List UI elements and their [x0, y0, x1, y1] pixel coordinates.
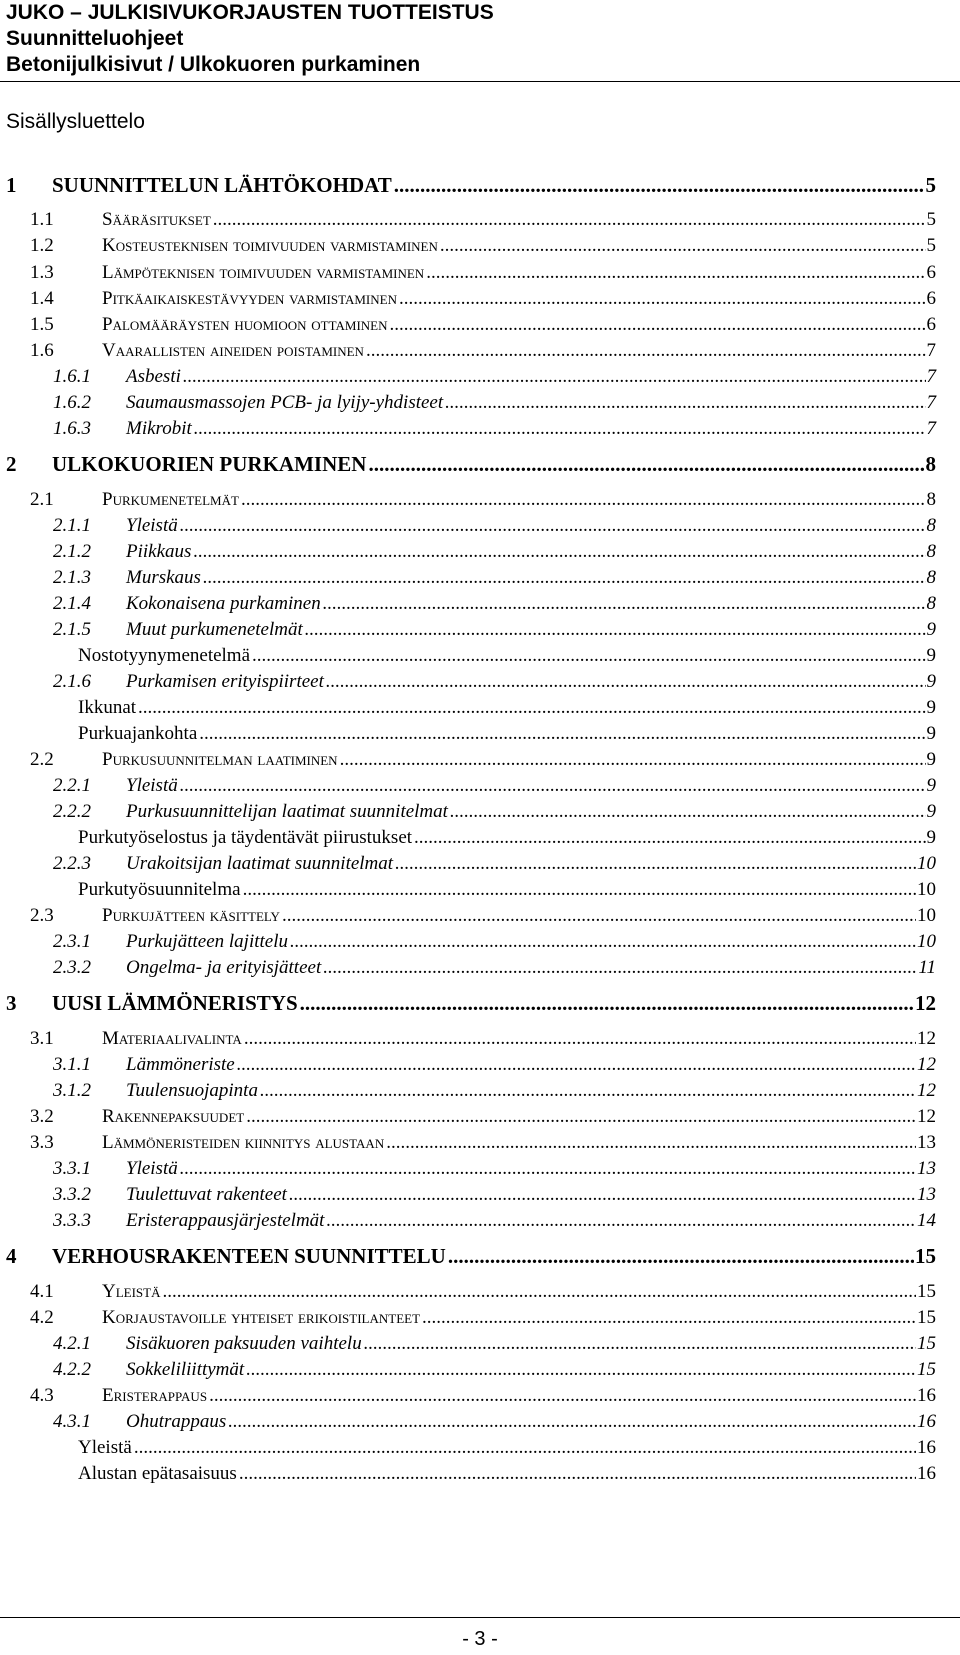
toc-entry-number: 3.1.1	[53, 1054, 91, 1075]
toc-dot-leader	[134, 1434, 916, 1461]
toc-entry-number: 3.2	[30, 1106, 54, 1127]
toc-entry[interactable]	[0, 668, 960, 695]
toc-entry[interactable]	[0, 337, 960, 364]
toc-dot-leader	[228, 1408, 916, 1435]
toc-entry-title: Piikkaus	[126, 541, 192, 562]
toc-entry[interactable]	[0, 720, 960, 747]
toc-entry-page: 12	[917, 1028, 936, 1049]
toc-entry-number: 4.3.1	[53, 1411, 91, 1432]
toc-entry-number: 1.4	[30, 288, 54, 309]
toc-entry-page: 13	[917, 1184, 936, 1205]
toc-entry-title: Materiaalivalinta	[102, 1028, 242, 1049]
toc-entry-page: 8	[926, 567, 936, 588]
toc-entry-title: Kosteusteknisen toimivuuden varmistaminen	[102, 235, 438, 256]
toc-entry-title: Korjaustavoille yhteiset erikoistilanteet	[102, 1307, 421, 1328]
toc-entry-title: Kokonaisena purkaminen	[126, 593, 321, 614]
toc-entry-title: Sääräsitukset	[102, 209, 211, 230]
toc-dot-leader	[203, 564, 926, 591]
toc-entry[interactable]	[0, 1278, 960, 1305]
toc-entry[interactable]	[0, 285, 960, 312]
toc-entry[interactable]	[0, 232, 960, 259]
toc-entry-number: 4.3	[30, 1385, 54, 1406]
toc-entry[interactable]	[0, 642, 960, 669]
toc-dot-leader	[366, 337, 926, 364]
toc-dot-leader	[386, 1129, 916, 1156]
toc-entry-page: 15	[917, 1333, 936, 1354]
toc-entry-number: 3.1.2	[53, 1080, 91, 1101]
toc-dot-leader	[244, 1025, 916, 1052]
toc-entry-page: 16	[917, 1385, 936, 1406]
toc-entry-page: 12	[915, 991, 936, 1015]
toc-entry[interactable]	[0, 1207, 960, 1234]
toc-entry-title: Lämmöneristeiden kiinnitys alustaan	[102, 1132, 385, 1153]
toc-dot-leader	[237, 1051, 916, 1078]
toc-entry-page: 6	[926, 262, 936, 283]
toc-entry-page: 8	[925, 452, 936, 476]
toc-dot-leader	[399, 285, 926, 312]
toc-dot-leader	[448, 1243, 914, 1270]
toc-entry[interactable]	[0, 451, 960, 478]
toc-entry[interactable]	[0, 564, 960, 591]
toc-entry-title: Alustan epätasaisuus	[78, 1463, 237, 1484]
toc-dot-leader	[180, 1155, 916, 1182]
toc-entry-number: 2.1.4	[53, 593, 91, 614]
toc-entry-number: 3.3	[30, 1132, 54, 1153]
toc-entry-number: 2.1.6	[53, 671, 91, 692]
toc-entry-page: 8	[926, 515, 936, 536]
toc-entry-number: 1.6.1	[53, 366, 91, 387]
toc-entry-title: Palomääräysten huomioon ottaminen	[102, 314, 388, 335]
toc-entry-title: Urakoitsijan laatimat suunnitelmat	[126, 853, 394, 874]
toc-dot-leader	[422, 1304, 916, 1331]
toc-entry-page: 9	[926, 619, 936, 640]
toc-entry-page: 7	[926, 340, 936, 361]
toc-dot-leader	[340, 746, 926, 773]
toc-dot-leader	[194, 415, 926, 442]
toc-entry[interactable]	[0, 538, 960, 565]
toc-entry[interactable]	[0, 1181, 960, 1208]
toc-entry-number: 3.3.2	[53, 1184, 91, 1205]
toc-entry-page: 9	[926, 645, 936, 666]
toc-entry-title: Lämmöneriste	[126, 1054, 235, 1075]
toc-entry-number: 4.2.1	[53, 1333, 91, 1354]
header-project-title: JUKO – JULKISIVUKORJAUSTEN TUOTTEISTUS	[6, 1, 494, 24]
toc-entry-title: Eristerappausjärjestelmät	[126, 1210, 325, 1231]
toc-entry-title: Tuulensuojapinta	[126, 1080, 258, 1101]
toc-entry[interactable]	[0, 902, 960, 929]
toc-entry-page: 15	[917, 1359, 936, 1380]
toc-dot-leader	[426, 259, 925, 286]
toc-entry-number: 1.5	[30, 314, 54, 335]
toc-dot-leader	[300, 990, 914, 1017]
toc-dot-leader	[239, 1460, 916, 1487]
toc-entry-number: 2.2.1	[53, 775, 91, 796]
toc-entry-number: 3.1	[30, 1028, 54, 1049]
toc-dot-leader	[213, 206, 926, 233]
toc-entry-page: 7	[926, 392, 936, 413]
toc-entry[interactable]	[0, 172, 960, 199]
toc-entry-page: 12	[917, 1080, 936, 1101]
toc-entry[interactable]	[0, 1382, 960, 1409]
toc-entry-title: Pitkäaikaiskestävyyden varmistaminen	[102, 288, 397, 309]
toc-entry-title: Purkumenetelmät	[102, 489, 239, 510]
toc-dot-leader	[183, 363, 926, 390]
toc-dot-leader	[364, 1330, 916, 1357]
toc-entry[interactable]	[0, 415, 960, 442]
header-divider	[0, 81, 960, 82]
toc-entry[interactable]	[0, 876, 960, 903]
toc-dot-leader	[260, 1077, 916, 1104]
toc-entry-title: Purkuajankohta	[78, 723, 198, 744]
toc-entry-number: 1.6.3	[53, 418, 91, 439]
page-number: - 3 -	[462, 1628, 498, 1650]
toc-entry-title: Murskaus	[126, 567, 201, 588]
toc-entry-page: 12	[917, 1054, 936, 1075]
toc-entry-number: 4.2	[30, 1307, 54, 1328]
toc-dot-leader	[323, 590, 926, 617]
toc-dot-leader	[368, 451, 924, 478]
toc-entry-title: Yleistä	[78, 1437, 132, 1458]
toc-entry-title: Purkutyöselostus ja täydentävät piirustukset	[78, 827, 413, 848]
toc-entry-page: 9	[926, 723, 936, 744]
toc-dot-leader	[246, 1103, 916, 1130]
toc-title: Sisällysluettelo	[6, 110, 145, 133]
toc-dot-leader	[323, 954, 917, 981]
toc-entry-number: 4.2.2	[53, 1359, 91, 1380]
toc-entry[interactable]	[0, 824, 960, 851]
toc-entry-number: 2.1.3	[53, 567, 91, 588]
toc-entry-title: Purkusuunnittelijan laatimat suunnitelmat	[126, 801, 448, 822]
toc-entry-page: 10	[917, 879, 936, 900]
toc-entry-title: Mikrobit	[126, 418, 192, 439]
toc-dot-leader	[394, 172, 925, 199]
toc-entry[interactable]	[0, 616, 960, 643]
toc-entry-page: 10	[917, 905, 936, 926]
toc-entry[interactable]	[0, 1025, 960, 1052]
toc-entry-title: Ikkunat	[78, 697, 137, 718]
toc-entry-page: 16	[917, 1437, 936, 1458]
toc-entry[interactable]	[0, 389, 960, 416]
toc-entry-number: 2.1	[30, 489, 54, 510]
toc-dot-leader	[138, 694, 925, 721]
toc-entry-number: 4.1	[30, 1281, 54, 1302]
toc-entry[interactable]	[0, 850, 960, 877]
toc-entry-number: 3.3.3	[53, 1210, 91, 1231]
toc-entry-number: 2.3	[30, 905, 54, 926]
toc-entry-page: 10	[917, 931, 936, 952]
toc-entry[interactable]	[0, 1155, 960, 1182]
toc-entry[interactable]	[0, 1051, 960, 1078]
toc-entry[interactable]	[0, 1077, 960, 1104]
toc-entry-page: 14	[917, 1210, 936, 1231]
toc-dot-leader	[326, 668, 926, 695]
toc-entry-page: 9	[926, 749, 936, 770]
toc-entry-title: Ongelma- ja erityisjätteet	[126, 957, 322, 978]
toc-dot-leader	[305, 616, 926, 643]
toc-entry[interactable]	[0, 928, 960, 955]
toc-entry-title: Purkusuunnitelman laatiminen	[102, 749, 338, 770]
toc-entry-page: 9	[926, 775, 936, 796]
toc-entry-title: VERHOUSRAKENTEEN SUUNNITTELU	[52, 1244, 446, 1268]
toc-entry-title: Tuulettuvat rakenteet	[126, 1184, 287, 1205]
header-section-title: Betonijulkisivut / Ulkokuoren purkaminen	[6, 53, 421, 76]
toc-entry-page: 5	[926, 209, 936, 230]
toc-entry-number: 2.1.5	[53, 619, 91, 640]
toc-dot-leader	[326, 1207, 916, 1234]
toc-entry-number: 2.1.2	[53, 541, 91, 562]
toc-entry-number: 2.3.2	[53, 957, 91, 978]
document-header	[6, 0, 956, 78]
toc-entry-title: Muut purkumenetelmät	[126, 619, 303, 640]
toc-entry-number: 1.1	[30, 209, 54, 230]
toc-entry-page: 6	[926, 314, 936, 335]
toc-entry[interactable]	[0, 694, 960, 721]
toc-entry-title: Purkujätteen lajittelu	[126, 931, 288, 952]
toc-entry[interactable]	[0, 1356, 960, 1383]
toc-entry-page: 16	[917, 1463, 936, 1484]
toc-entry-page: 8	[926, 593, 936, 614]
toc-entry-title: SUUNNITTELUN LÄHTÖKOHDAT	[52, 173, 392, 197]
toc-entry-number: 2	[6, 452, 17, 476]
toc-entry-page: 13	[917, 1132, 936, 1153]
toc-entry-page: 10	[917, 853, 936, 874]
toc-entry[interactable]	[0, 512, 960, 539]
toc-entry[interactable]	[0, 590, 960, 617]
toc-entry-page: 8	[926, 541, 936, 562]
toc-entry-page: 15	[915, 1244, 936, 1268]
toc-dot-leader	[243, 876, 916, 903]
toc-dot-leader	[289, 1181, 916, 1208]
toc-entry[interactable]	[0, 311, 960, 338]
toc-entry[interactable]	[0, 1304, 960, 1331]
toc-entry-number: 1.3	[30, 262, 54, 283]
toc-entry-number: 1	[6, 173, 17, 197]
toc-entry[interactable]	[0, 363, 960, 390]
toc-entry-title: Asbesti	[126, 366, 181, 387]
toc-dot-leader	[193, 538, 925, 565]
toc-entry-title: Yleistä	[126, 775, 178, 796]
toc-dot-leader	[450, 798, 926, 825]
toc-entry[interactable]	[0, 259, 960, 286]
toc-dot-leader	[445, 389, 925, 416]
toc-entry-title: Yleistä	[102, 1281, 161, 1302]
toc-entry[interactable]	[0, 486, 960, 513]
toc-entry[interactable]	[0, 1434, 960, 1461]
toc-entry-page: 13	[917, 1158, 936, 1179]
toc-entry-page: 15	[917, 1307, 936, 1328]
toc-entry-title: Vaarallisten aineiden poistaminen	[102, 340, 364, 361]
toc-dot-leader	[414, 824, 925, 851]
toc-entry-page: 8	[926, 489, 936, 510]
toc-dot-leader	[246, 1356, 916, 1383]
toc-entry-page: 9	[926, 827, 936, 848]
toc-entry-title: Nostotyynymenetelmä	[78, 645, 251, 666]
toc-entry-number: 4	[6, 1244, 17, 1268]
toc-entry[interactable]	[0, 1129, 960, 1156]
toc-entry-page: 12	[917, 1106, 936, 1127]
toc-dot-leader	[180, 772, 926, 799]
toc-dot-leader	[390, 311, 926, 338]
toc-dot-leader	[282, 902, 916, 929]
toc-entry-title: Purkamisen erityispiirteet	[126, 671, 324, 692]
toc-entry-title: Purkujätteen käsittely	[102, 905, 280, 926]
toc-entry-number: 3	[6, 991, 17, 1015]
toc-entry-page: 9	[926, 801, 936, 822]
toc-entry[interactable]	[0, 798, 960, 825]
toc-entry-title: Yleistä	[126, 1158, 178, 1179]
toc-entry[interactable]	[0, 954, 960, 981]
toc-entry-number: 1.6	[30, 340, 54, 361]
toc-entry-title: UUSI LÄMMÖNERISTYS	[52, 991, 298, 1015]
toc-entry-page: 9	[926, 697, 936, 718]
toc-entry-title: Purkutyösuunnitelma	[78, 879, 241, 900]
toc-entry[interactable]	[0, 1330, 960, 1357]
toc-entry-number: 2.1.1	[53, 515, 91, 536]
toc-entry-title: Saumausmassojen PCB- ja lyijy-yhdisteet	[126, 392, 444, 413]
toc-entry-number: 2.3.1	[53, 931, 91, 952]
toc-dot-leader	[163, 1278, 917, 1305]
toc-entry-title: Sokkeliliittymät	[126, 1359, 245, 1380]
toc-entry-page: 7	[926, 366, 936, 387]
toc-entry-title: Rakennepaksuudet	[102, 1106, 245, 1127]
toc-dot-leader	[199, 720, 925, 747]
toc-dot-leader	[252, 642, 925, 669]
toc-entry-title: ULKOKUORIEN PURKAMINEN	[52, 452, 367, 476]
toc-entry-number: 1.6.2	[53, 392, 91, 413]
toc-dot-leader	[395, 850, 916, 877]
toc-entry-title: Eristerappaus	[102, 1385, 208, 1406]
toc-entry-page: 16	[917, 1411, 936, 1432]
header-guide-title: Suunnitteluohjeet	[6, 27, 184, 50]
toc-dot-leader	[180, 512, 926, 539]
toc-entry-title: Sisäkuoren paksuuden vaihtelu	[126, 1333, 362, 1354]
toc-entry-number: 2.2.2	[53, 801, 91, 822]
toc-entry[interactable]	[0, 772, 960, 799]
toc-dot-leader	[241, 486, 926, 513]
toc-dot-leader	[290, 928, 916, 955]
toc-entry-page: 5	[925, 173, 936, 197]
toc-entry-page: 9	[926, 671, 936, 692]
toc-entry[interactable]	[0, 1460, 960, 1487]
toc-entry-title: Ohutrappaus	[126, 1411, 227, 1432]
toc-entry[interactable]	[0, 990, 960, 1017]
toc-entry-number: 2.2	[30, 749, 54, 770]
toc-entry[interactable]	[0, 746, 960, 773]
toc-entry[interactable]	[0, 1103, 960, 1130]
toc-entry-page: 11	[918, 957, 936, 978]
toc-entry-title: Lämpöteknisen toimivuuden varmistaminen	[102, 262, 425, 283]
toc-entry-page: 5	[926, 235, 936, 256]
toc-dot-leader	[440, 232, 926, 259]
toc-entry-number: 1.2	[30, 235, 54, 256]
toc-entry-page: 15	[917, 1281, 936, 1302]
toc-entry[interactable]	[0, 1243, 960, 1270]
footer-divider	[0, 1617, 960, 1618]
toc-dot-leader	[209, 1382, 916, 1409]
toc-entry-page: 6	[926, 288, 936, 309]
toc-entry-number: 2.2.3	[53, 853, 91, 874]
toc-entry[interactable]	[0, 206, 960, 233]
toc-entry-page: 7	[926, 418, 936, 439]
toc-entry[interactable]	[0, 1408, 960, 1435]
toc-entry-title: Yleistä	[126, 515, 178, 536]
toc-entry-number: 3.3.1	[53, 1158, 91, 1179]
